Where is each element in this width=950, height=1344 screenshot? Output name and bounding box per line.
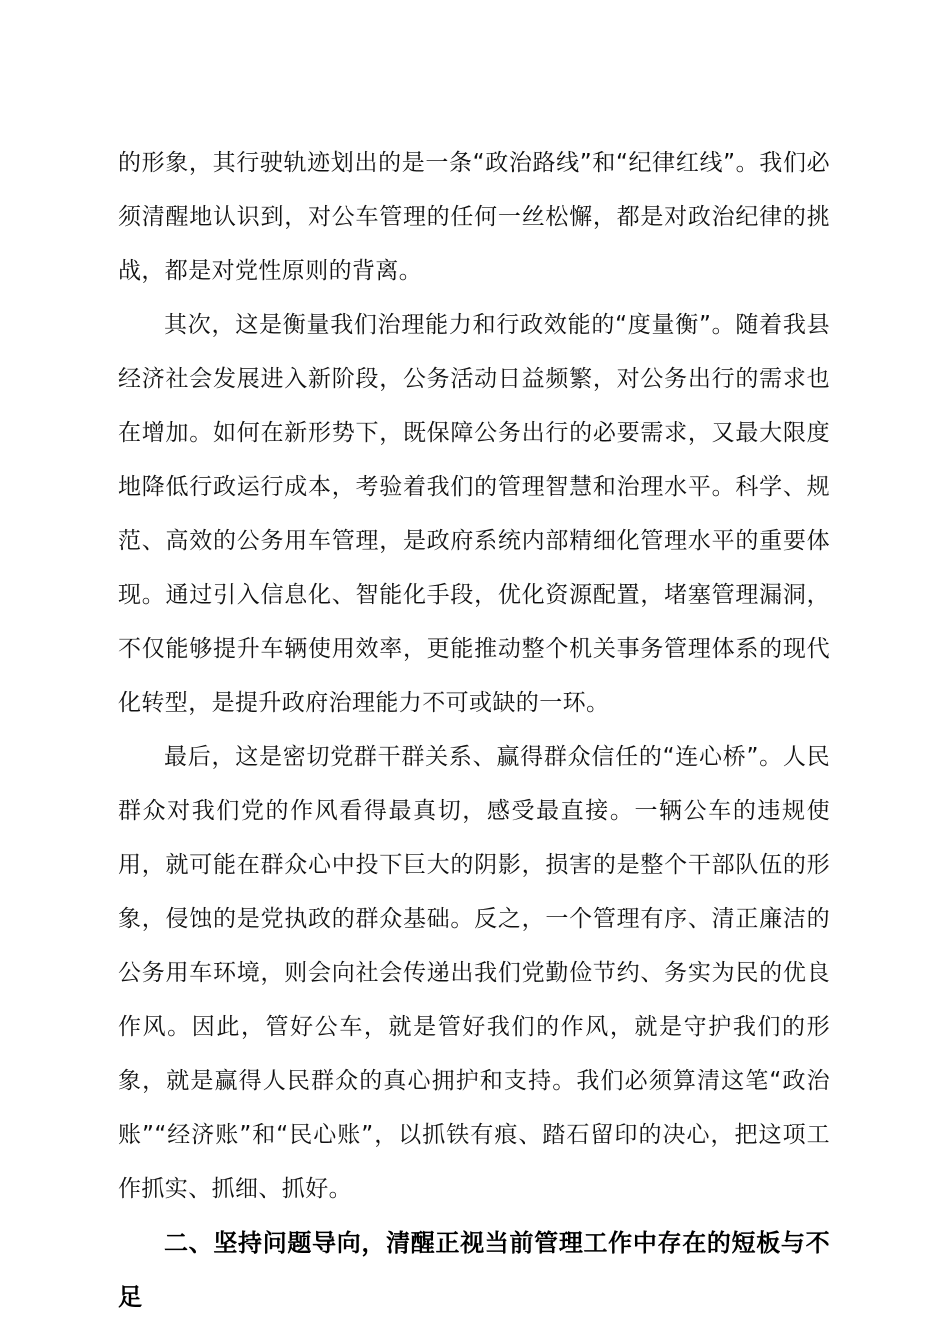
paragraph-finally: 最后，这是密切党群干群关系、赢得群众信任的“连心桥”。人民群众对我们党的作风看得最真切，感受最直接。一辆公车的违规使用，就可能在群众心中投下巨大的阴影，损害的是整个干部队伍的形象，侵蚀的是党执政的群众基础。反之，一个管理有序、清正廉洁的公务用车环境，则会向社会传递出我们党勤俭节约、务实为民的优良作风。因此，管好公车，就是管好我们的作风，就是守护我们的形象，就是赢得人民群众的真心拥护和支持。我们必须算清这笔“政治账”“经济账”和“民心账”，以抓铁有痕、踏石留印的决心，把这项工作抓实、抓细、抓好。 bbox=[118, 744, 830, 1202]
paragraph-continuation: 的形象，其行驶轨迹划出的是一条“政治路线”和“纪律红线”。我们必须清醒地认识到，对公车管理的任何一丝松懈，都是对政治纪律的挑战，都是对党性原则的背离。 bbox=[118, 150, 830, 284]
paragraph-secondly: 其次，这是衡量我们治理能力和行政效能的“度量衡”。随着我县经济社会发展进入新阶段，公务活动日益频繁，对公务出行的需求也在增加。如何在新形势下，既保障公务出行的必要需求，又最大限度地降低行政运行成本，考验着我们的管理智慧和治理水平。科学、规范、高效的公务用车管理，是政府系统内部精细化管理水平的重要体现。通过引入信息化、智能化手段，优化资源配置，堵塞管理漏洞，不仅能够提升车辆使用效率，更能推动整个机关事务管理体系的现代化转型，是提升政府治理能力不可或缺的一环。 bbox=[118, 312, 830, 716]
section-heading: 二、坚持问题导向，清醒正视当前管理工作中存在的短板与不足 bbox=[118, 1229, 830, 1311]
document-body bbox=[118, 136, 830, 1324]
